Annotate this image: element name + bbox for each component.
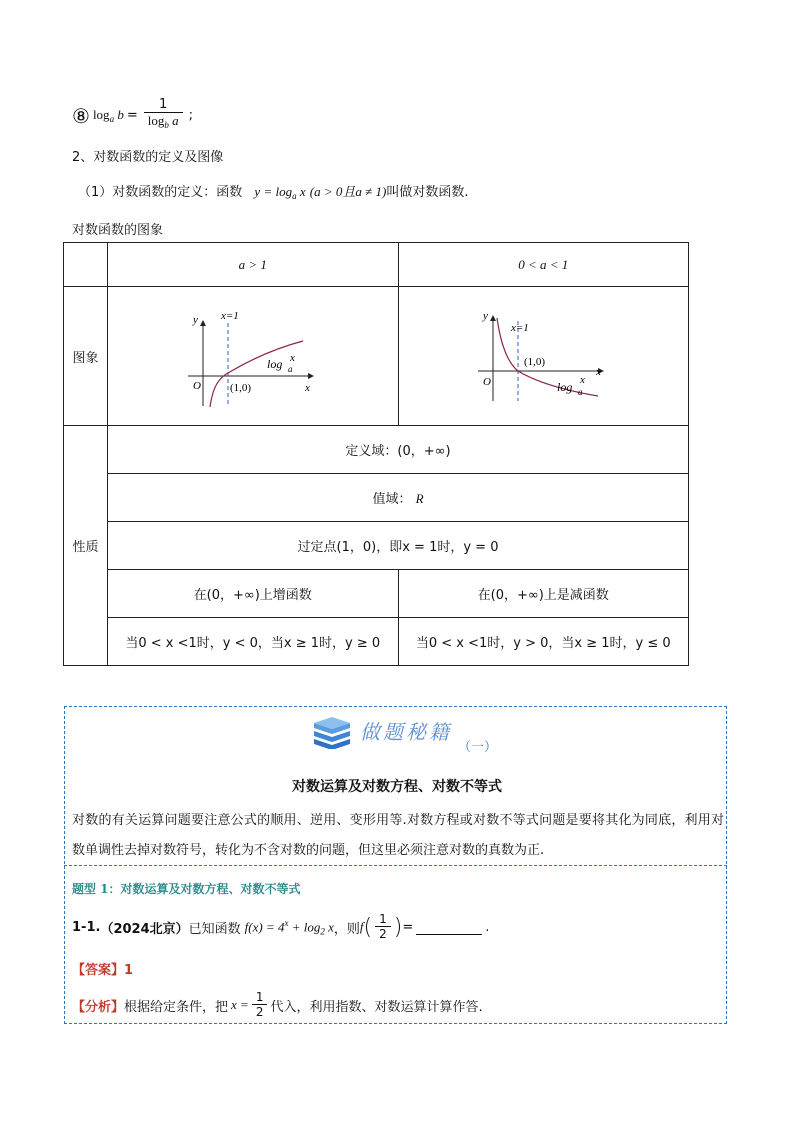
func-log-base: 2 xyxy=(320,926,325,937)
origin-label: O xyxy=(483,376,492,388)
answer-blank[interactable] xyxy=(416,920,482,935)
row-label-graph: 图象 xyxy=(64,287,108,426)
topic-label: 题型 1：对数运算及对数方程、对数不等式 xyxy=(72,882,301,896)
tips-heading: 对数运算及对数方程、对数不等式 xyxy=(292,779,502,795)
properties-table xyxy=(63,242,689,666)
range-label: 值域： xyxy=(372,492,412,507)
fixed-point-cell: 过定点(1，0)，即x = 1时，y = 0 xyxy=(108,522,689,570)
log-base: a xyxy=(109,114,115,124)
def-prefix: （1）对数函数的定义：函数 xyxy=(78,185,243,200)
func-log-arg: x xyxy=(328,919,334,935)
analysis-line xyxy=(72,990,483,1020)
log-graph-increasing xyxy=(183,301,323,411)
domain-cell: 定义域：(0，+∞) xyxy=(108,426,689,474)
func-plus-log: + log xyxy=(291,919,321,935)
fraction xyxy=(144,98,183,133)
answer-value: 1 xyxy=(124,963,134,978)
question-eq: = xyxy=(402,919,414,935)
decreasing-cell: 在(0，+∞)上是减函数 xyxy=(398,570,689,618)
formula-8 xyxy=(72,98,193,133)
section-2-title: 2、对数函数的定义及图像 xyxy=(72,150,224,165)
point-label: (1,0) xyxy=(524,356,546,368)
half-num: 1 xyxy=(379,912,387,926)
question-source: （2024北京） xyxy=(100,921,189,937)
log-text: log xyxy=(92,107,110,122)
def-suffix: 叫做对数函数. xyxy=(386,185,469,200)
curve-label-sub: a xyxy=(287,364,293,374)
analysis-pre: 根据给定条件，把 xyxy=(124,999,229,1015)
y-label: y xyxy=(192,314,198,326)
func-exp: x xyxy=(284,917,289,928)
books-icon xyxy=(312,717,352,749)
marker-8: ⑧ xyxy=(72,103,90,128)
def-condition: (a > 0且a ≠ 1) xyxy=(309,184,387,199)
semicolon: ; xyxy=(188,108,193,123)
increasing-cell: 在(0，+∞)上增函数 xyxy=(108,570,399,618)
func-def: f(x) = 4 xyxy=(244,919,285,935)
curve-label-x: x xyxy=(580,374,586,386)
header-a-gt-1: a > 1 xyxy=(108,243,399,287)
answer-line xyxy=(72,959,133,978)
equals: = xyxy=(126,108,138,123)
origin-label: O xyxy=(192,380,201,392)
question-then: ，则 xyxy=(333,921,360,937)
den-base: b xyxy=(164,120,169,130)
analysis-fraction xyxy=(252,990,268,1020)
f-symbol: f xyxy=(359,919,364,934)
numerator: 1 xyxy=(159,97,168,112)
header-a-lt-1: 0 < a < 1 xyxy=(398,243,689,287)
analysis-x-eq: x = xyxy=(231,997,249,1012)
tips-banner xyxy=(312,716,498,755)
tips-banner-sub: （一） xyxy=(458,740,498,755)
graph-decreasing xyxy=(398,287,689,426)
question-text: 已知函数 xyxy=(188,921,241,937)
analysis-post: 代入，利用指数、对数运算计算作答. xyxy=(270,999,483,1015)
log-graph-decreasing xyxy=(473,301,613,411)
log-curve xyxy=(210,341,303,407)
row-label-props: 性质 xyxy=(64,426,108,666)
graph-increasing xyxy=(108,287,399,426)
curve-label-sub: a xyxy=(578,387,583,397)
point-label: (1,0) xyxy=(229,382,251,394)
corner-cell xyxy=(64,243,108,287)
range-value: R xyxy=(415,491,424,506)
answer-label: 【答案】 xyxy=(72,963,125,978)
curve-label-log: log xyxy=(266,357,283,371)
def-formula: y = log xyxy=(254,184,293,199)
def-x: x xyxy=(299,184,306,199)
den-log: log xyxy=(147,113,165,128)
x-label: x xyxy=(304,382,310,394)
y-label: y xyxy=(483,310,489,322)
graph-section-title: 对数函数的图象 xyxy=(72,223,164,238)
sign-dec-cell: 当0 < x <1时，y > 0，当x ≥ 1时，y ≤ 0 xyxy=(398,618,689,666)
den-arg: a xyxy=(172,113,179,128)
analysis-label: 【分析】 xyxy=(72,999,125,1015)
half-den: 2 xyxy=(375,926,391,942)
curve-label-log: log xyxy=(557,380,573,394)
tips-body: 对数的有关运算问题要注意公式的顺用、逆用、变形用等.对数方程或对数不等式问题是要将其化为同底，利用对数单调性去掉对数符号，转化为不含对数的问题，但这里必须注意对数的真数为正. xyxy=(72,813,724,858)
x-eq-1-label: x=1 xyxy=(511,322,530,334)
half-fraction xyxy=(375,912,391,942)
x-label: x xyxy=(596,366,602,378)
range-cell xyxy=(108,474,689,522)
analysis-den: 2 xyxy=(252,1004,268,1020)
log-arg: b xyxy=(117,107,124,122)
definition-line xyxy=(78,181,468,201)
tips-banner-title: 做题秘籍 xyxy=(360,720,452,744)
x-eq-1-label: x=1 xyxy=(220,310,239,322)
question-number: 1-1. xyxy=(72,919,101,935)
analysis-num: 1 xyxy=(255,990,264,1004)
sign-inc-cell: 当0 < x <1时，y < 0，当x ≥ 1时，y ≥ 0 xyxy=(108,618,399,666)
curve-label-x: x xyxy=(289,352,295,364)
def-sub: a xyxy=(292,191,297,201)
question-1-1: 1-1. （2024北京） 已知函数 $f(x) = 4^x + \log_2 x$ ，则 f ( $\frac{1}{2}$ ) = . xyxy=(72,912,490,941)
question-end: . xyxy=(485,919,490,935)
